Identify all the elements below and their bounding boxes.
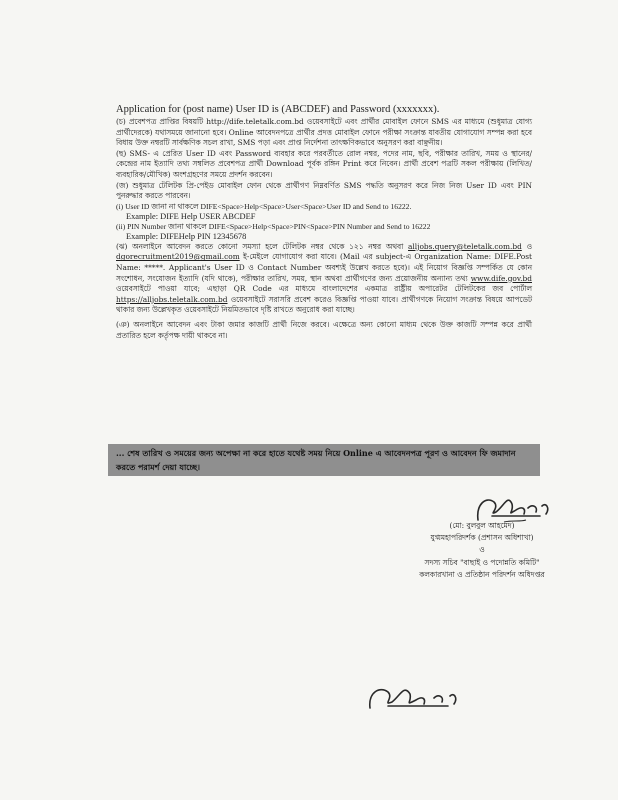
paragraph-ja: (জ) শুধুমাত্র টেলিটক প্রি-পেইড মোবাইল ফোন থেকে প্রার্থীগণ নিম্নবর্ণিত SMS পদ্ধতি অনুসরণ করে নিজ নিজ User ID এবং PIN পুনরুদ্ধার করতে পারবেন। bbox=[116, 180, 532, 201]
signatory-and: ও bbox=[479, 545, 485, 555]
signatory-block bbox=[392, 520, 572, 581]
second-signature-image bbox=[330, 678, 490, 722]
paragraph-chha: (ছ) SMS- এ প্রেরিত User ID এবং Password ব্যবহার করে পরবর্তীতে রোল নম্বর, পদের নাম, ছবি, পরীক্ষার তারিখ, সময় ও স্থানের/কেন্দ্রের নাম ইত্যাদি তথ্য সম্বলিত প্রবেশপত্র প্রার্থী Download পূর্বক রঙ্গিন Print করে নিবেন। প্রার্থী প্রবেশ পত্রটি সকল পরীক্ষায় (লিখিত/ব্যবহারিক/মৌখিক) অংশগ্রহণের সময়ে প্রদর্শন করবেন। bbox=[116, 148, 532, 179]
sms-step-pin: (ii) PIN Number জানা থাকলে DIFE<Space>Help<Space>PIN<Space>PIN Number and Send to 16222 bbox=[116, 221, 431, 231]
sms-example-user-id: Example: DIFE Help USER ABCDEF bbox=[126, 211, 256, 221]
recruitment-email-link[interactable]: dgorecruitment2019@gmail.com bbox=[116, 252, 240, 262]
signatory-name: (মো: বুলবুল আহমেদ) bbox=[449, 521, 515, 530]
teletalk-portal-link[interactable]: https://alljobs.teletalk.com.bd bbox=[116, 294, 228, 304]
dife-website-link[interactable]: www.dife.gov.bd bbox=[470, 273, 532, 283]
sms-example-pin: Example: DIFEHelp PIN 12345678 bbox=[126, 231, 247, 241]
query-email-link[interactable]: alljobs.query@teletalk.com.bd bbox=[408, 241, 522, 251]
paragraph-jha-mid2: ওয়েবসাইটে পাওয়া যাবে; এছাড়া QR Code এর মাধ্যমে বাংলাদেশের একমাত্র রাষ্ট্রীয় অপারেটর টেলিটকের জব পোর্টাল bbox=[116, 284, 532, 294]
document-heading: Application for (post name) User ID is (ABCDEF) and Password (xxxxxxx). bbox=[116, 104, 440, 115]
sms-step-user-id: (i) User ID জানা না থাকলে DIFE<Space>Help<Space>User<Space>User ID and Send to 16222. bbox=[116, 201, 412, 211]
paragraph-nya: (ঞ) অনলাইনে আবেদন এবং টাকা জমার কাজটি প্রার্থী নিজে করবে। এক্ষেত্রে অন্য কোনো মাধ্যম থেকে উক্ত কাজটি সম্পন্ন করে প্রার্থী প্রতারিত হলে কর্তৃপক্ষ দায়ী থাকবে না। bbox=[116, 319, 532, 340]
paragraph-jha-or: ও bbox=[526, 241, 533, 251]
paragraph-jha-end: ওয়েবসাইটে সরাসরি প্রবেশ করেও বিজ্ঞপ্তি পাওয়া যাবে। প্রার্থীগণকে নিয়োগ সংক্রান্ত বিষয়ে আপডেট থাকার জন্য উল্লেখকৃত ওয়েবসাইটে নিয়মিতভাবে দৃষ্টি রাখতে অনুরোধ করা যাচ্ছে। bbox=[116, 294, 532, 315]
signatory-title-1: যুগ্মমহাপরিদর্শক (প্রশাসন অধিশাখা) bbox=[430, 533, 534, 543]
paragraph-jha-start: (ঝ) অনলাইনে আবেদন করতে কোনো সমস্যা হলে টেলিটক নম্বর থেকে ১২১ নম্বর অথবা bbox=[116, 241, 404, 251]
paragraph-jha bbox=[116, 242, 532, 316]
deadline-notice-banner: ... শেষ তারিখ ও সময়ের জন্য অপেক্ষা না করে হাতে যথেষ্ট সময় নিয়ে Online এ আবেদনপত্র পূরণ ও আবেদন ফি জমাদান করতে পরামর্শ দেয়া যাচ্ছে। bbox=[108, 444, 540, 476]
paragraph-cha: (চ) প্রবেশপত্র প্রাপ্তির বিষয়টি http://dife.teletalk.com.bd ওয়েবসাইটে এবং প্রার্থীর মোবাইল ফোনে SMS এর মাধ্যমে (শুধুমাত্র যোগ্য প্রার্থীদেরকে) যথাসময়ে জানানো হবে। Online আবেদনপত্রে প্রার্থীর প্রদত্ত মোবাইল ফোনে পরীক্ষা সংক্রান্ত যাবতীয় যোগাযোগ সম্পন্ন করা হবে বিধায় উক্ত নম্বরটি সার্বক্ষণিক সচল রাখা, SMS পড়া এবং প্রাপ্ত নির্দেশনা তাৎক্ষণিকভাবে অনুসরণ করা বাঞ্ছনীয়। bbox=[116, 117, 532, 148]
signatory-office: কলকারখানা ও প্রতিষ্ঠান পরিদর্শন অধিদপ্তর bbox=[419, 569, 545, 579]
signature-icon-2 bbox=[330, 678, 490, 722]
signatory-title-2: সদস্য সচিব "বাছাই ও পদোন্নতি কমিটি" bbox=[424, 557, 540, 567]
document-body bbox=[116, 104, 532, 341]
paragraph-jha-mid: ই-মেইলে যোগাযোগ করা যাবে। (Mail এর subject-এ Organization Name: DIFE.Post Name: *****. Applicant's User ID ও Contact Number অবশ্যই উল্লেখ করতে হবে)। এই নিয়োগ বিজ্ঞপ্তি সম্পর্কিত যে কোন সংশোধন, সংযোজন ইত্যাদি (যদি থাকে), পরীক্ষার তারিখ, সময়, স্থান অথবা প্রার্থীগণের জন্য প্রয়োজনীয় অন্যান্য তথ্য bbox=[116, 252, 532, 283]
